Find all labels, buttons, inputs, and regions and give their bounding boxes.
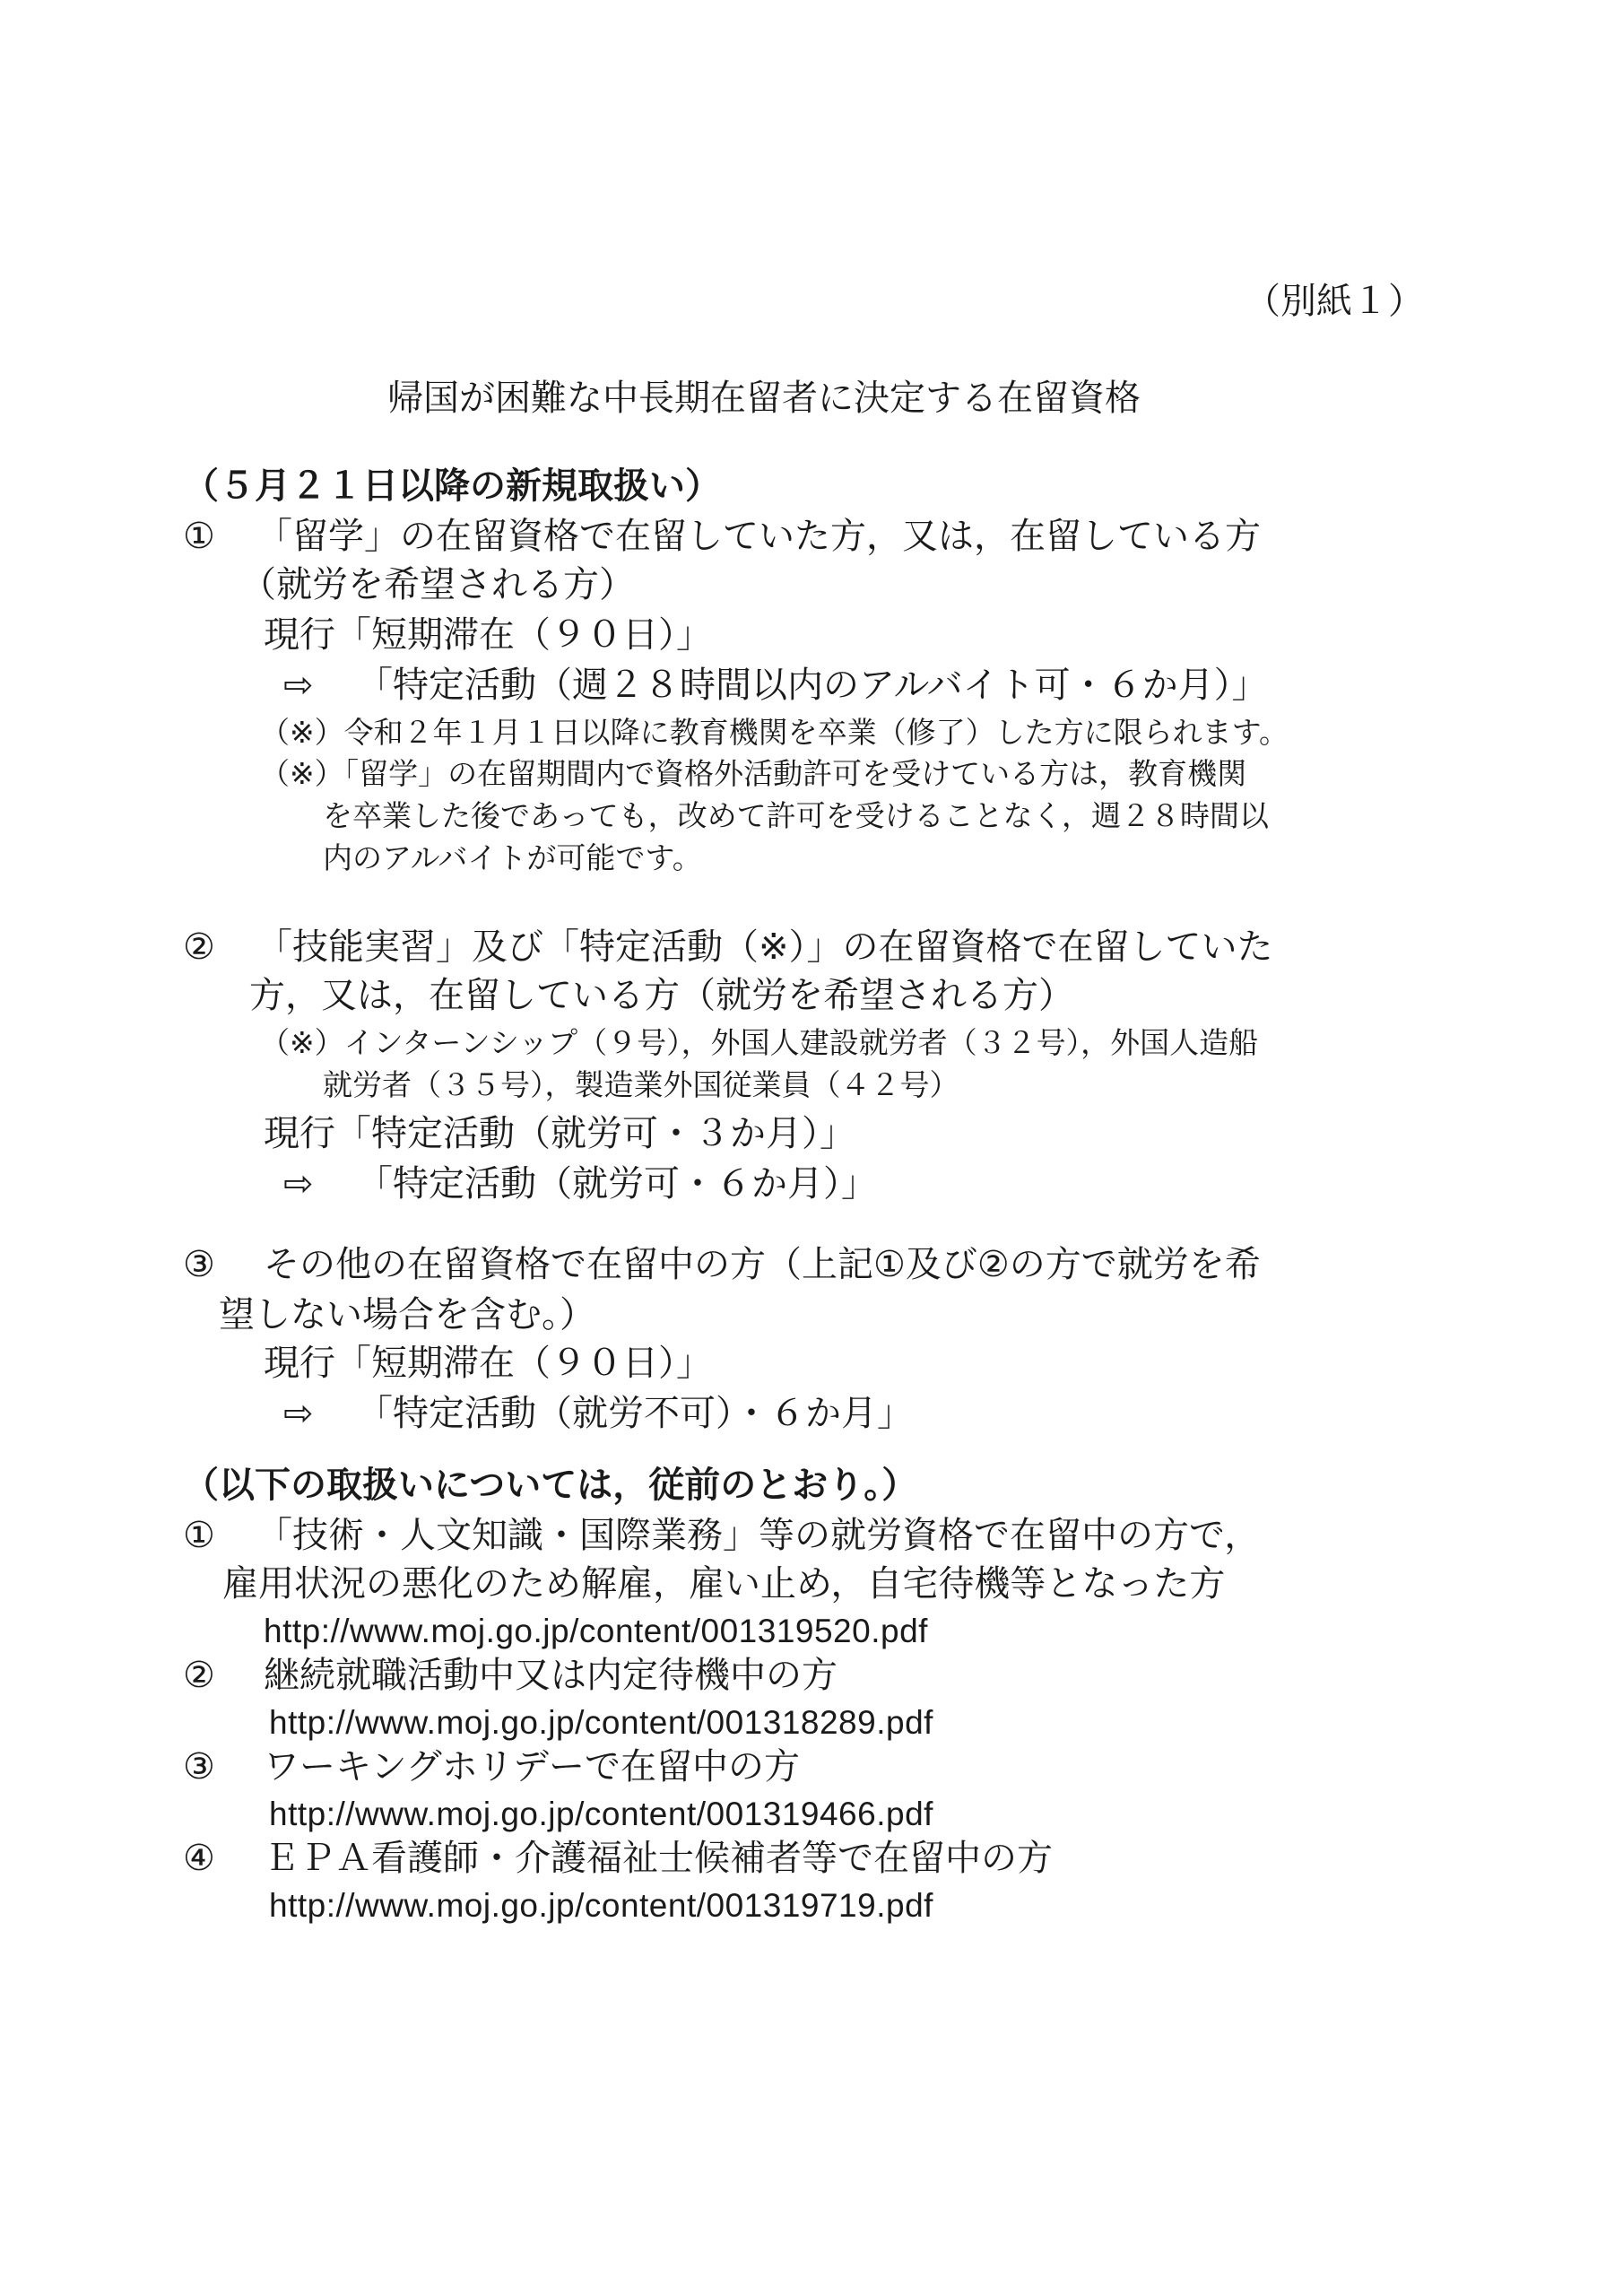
s1-item2-line2: 方，又は，在留している方（就労を希望される方） bbox=[249, 975, 1074, 1016]
s2-item1-url[interactable]: http://www.moj.go.jp/content/001319520.pdf bbox=[264, 1613, 928, 1649]
s1-item3-marker: ③ bbox=[183, 1244, 215, 1285]
s1-item2-note-line1: （※）インターンシップ（９号），外国人建設就労者（３２号），外国人造船 bbox=[260, 1025, 1259, 1060]
s1-item3-line1: その他の在留資格で在留中の方（上記①及び②の方で就労を希 bbox=[264, 1244, 1261, 1285]
s2-item2-line1: 継続就職活動中又は内定待機中の方 bbox=[264, 1655, 838, 1696]
s1-item2-new: 「特定活動（就労可・６か月）」 bbox=[357, 1163, 877, 1205]
section1-heading: （５月２１日以降の新規取扱い） bbox=[183, 465, 721, 507]
s1-item1-marker: ① bbox=[183, 516, 215, 557]
s2-item3-marker: ③ bbox=[183, 1746, 215, 1787]
s1-item2-line1: 「技能実習」及び「特定活動（※）」の在留資格で在留していた bbox=[256, 926, 1273, 968]
s1-item3-current: 現行「短期滞在（９０日）」 bbox=[264, 1343, 712, 1384]
s2-item1-line2: 雇用状況の悪化のため解雇，雇い止め，自宅待機等となった方 bbox=[222, 1563, 1226, 1605]
s2-item3-url[interactable]: http://www.moj.go.jp/content/001319466.pdf bbox=[269, 1796, 933, 1832]
s1-item1-line2: （就労を希望される方） bbox=[240, 564, 635, 605]
s1-item1-new: 「特定活動（週２８時間以内のアルバイト可・６か月）」 bbox=[357, 665, 1268, 706]
s1-item2-marker: ② bbox=[183, 926, 215, 968]
arrow-icon: ⇨ bbox=[283, 665, 314, 706]
arrow-icon: ⇨ bbox=[283, 1393, 314, 1434]
s2-item4-line1: ＥＰＡ看護師・介護福祉士候補者等で在留中の方 bbox=[264, 1838, 1053, 1879]
s2-item4-url[interactable]: http://www.moj.go.jp/content/001319719.pdf bbox=[269, 1887, 933, 1924]
s2-item4-marker: ④ bbox=[183, 1838, 215, 1879]
s1-item2-current: 現行「特定活動（就労可・３か月）」 bbox=[264, 1113, 855, 1154]
s1-item1-note2-line3: 内のアルバイトが可能です。 bbox=[323, 840, 702, 875]
arrow-icon: ⇨ bbox=[283, 1163, 314, 1205]
section2-heading: （以下の取扱いについては，従前のとおり。） bbox=[183, 1465, 918, 1506]
s2-item1-line1: 「技術・人文知識・国際業務」等の就労資格で在留中の方で， bbox=[256, 1515, 1261, 1556]
s2-item3-line1: ワーキングホリデーで在留中の方 bbox=[264, 1746, 800, 1787]
s1-item1-line1: 「留学」の在留資格で在留していた方，又は，在留している方 bbox=[256, 516, 1261, 557]
s1-item1-note2-line2: を卒業した後であっても，改めて許可を受けることなく，週２８時間以 bbox=[323, 798, 1270, 833]
s1-item3-line2: 望しない場合を含む。） bbox=[219, 1294, 595, 1335]
s2-item1-marker: ① bbox=[183, 1515, 215, 1556]
s1-item1-current: 現行「短期滞在（９０日）」 bbox=[264, 614, 712, 656]
s1-item2-note-line2: 就労者（３５号），製造業外国従業員（４２号） bbox=[323, 1067, 959, 1102]
attachment-label: （別紙１） bbox=[1245, 281, 1424, 322]
s1-item1-note1: （※）令和２年１月１日以降に教育機関を卒業（修了）した方に限られます。 bbox=[260, 715, 1289, 750]
s1-item1-note2-line1: （※）「留学」の在留期間内で資格外活動許可を受けている方は，教育機関 bbox=[260, 756, 1247, 791]
page-title: 帰国が困難な中長期在留者に決定する在留資格 bbox=[387, 378, 1141, 419]
s2-item2-url[interactable]: http://www.moj.go.jp/content/001318289.pdf bbox=[269, 1704, 933, 1741]
s2-item2-marker: ② bbox=[183, 1655, 215, 1696]
s1-item3-new: 「特定活動（就労不可）・６か月」 bbox=[357, 1393, 913, 1434]
